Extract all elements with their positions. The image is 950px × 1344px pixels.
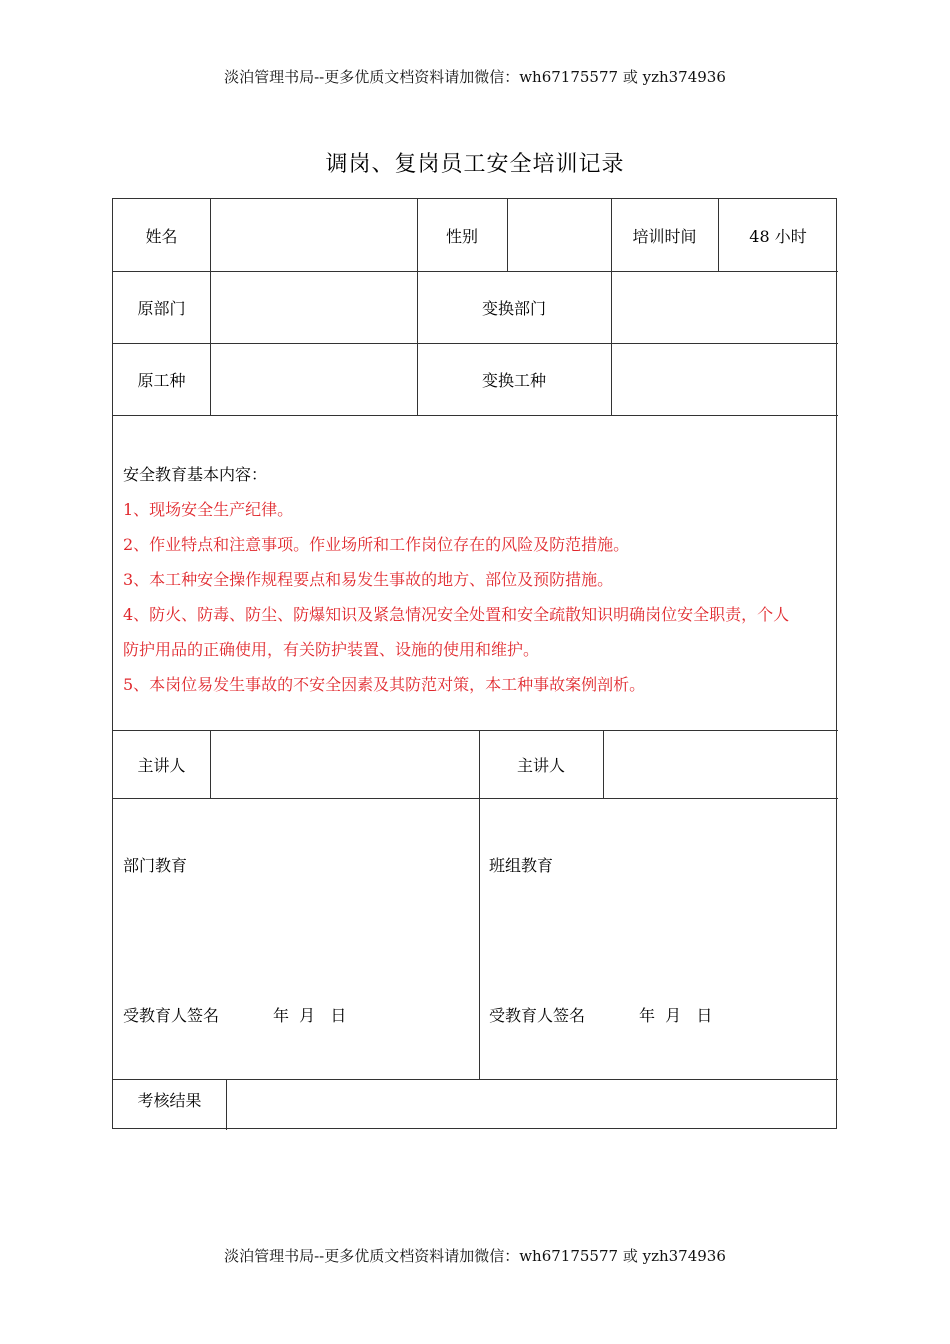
content-item: 3、本工种安全操作规程要点和易发生事故的地方、部位及预防措施。 <box>123 570 614 589</box>
speaker-left-field[interactable] <box>210 730 479 798</box>
original-job-type-field[interactable] <box>210 343 417 415</box>
content-item: 5、本岗位易发生事故的不安全因素及其防范对策，本工种事故案例剖析。 <box>123 675 646 694</box>
training-time-label: 培训时间 <box>632 226 697 246</box>
speaker-right-field[interactable] <box>603 730 838 798</box>
content-item: 防护用品的正确使用，有关防护装置、设施的使用和维护。 <box>123 640 540 659</box>
original-job-type-label: 原工种 <box>137 370 186 390</box>
new-department-label: 变换部门 <box>481 298 546 318</box>
team-sign-label: 受教育人签名 <box>489 1006 586 1025</box>
training-time-value: 48 小时 <box>749 226 807 246</box>
content-item: 2、作业特点和注意事项。作业场所和工作岗位存在的风险及防范措施。 <box>123 535 630 554</box>
gender-field[interactable] <box>507 199 611 271</box>
original-department-field[interactable] <box>210 271 417 343</box>
footer-note: 淡泊管理书局--更多优质文档资料请加微信：wh67175577 或 yzh374936 <box>224 1247 726 1265</box>
speaker-left-label: 主讲人 <box>137 755 186 775</box>
new-job-type-label: 变换工种 <box>481 370 546 390</box>
speaker-right-label: 主讲人 <box>516 755 565 775</box>
content-heading: 安全教育基本内容： <box>123 465 268 484</box>
original-department-label: 原部门 <box>137 298 186 318</box>
training-record-form <box>112 198 837 1129</box>
assessment-label: 考核结果 <box>137 1090 202 1110</box>
content-item: 1、现场安全生产纪律。 <box>123 500 294 519</box>
team-sign-date: 年 月 日 <box>639 1006 713 1025</box>
name-label: 姓名 <box>145 226 178 246</box>
new-job-type-field[interactable] <box>611 343 838 415</box>
new-department-field[interactable] <box>611 271 838 343</box>
header-note: 淡泊管理书局--更多优质文档资料请加微信：wh67175577 或 yzh374936 <box>224 68 726 86</box>
department-sign-label: 受教育人签名 <box>123 1006 220 1025</box>
department-sign-date: 年 月 日 <box>273 1006 347 1025</box>
assessment-field[interactable] <box>226 1079 838 1130</box>
name-field[interactable] <box>210 199 417 271</box>
row-divider <box>113 798 838 799</box>
content-item: 4、防火、防毒、防尘、防爆知识及紧急情况安全处置和安全疏散知识明确岗位安全职责，个人 <box>123 605 790 624</box>
gender-label: 性别 <box>445 226 478 246</box>
team-education-label: 班组教育 <box>489 856 554 875</box>
department-education-label: 部门教育 <box>123 856 188 875</box>
safety-content-section <box>113 415 838 730</box>
page-title: 调岗、复岗员工安全培训记录 <box>325 152 625 177</box>
